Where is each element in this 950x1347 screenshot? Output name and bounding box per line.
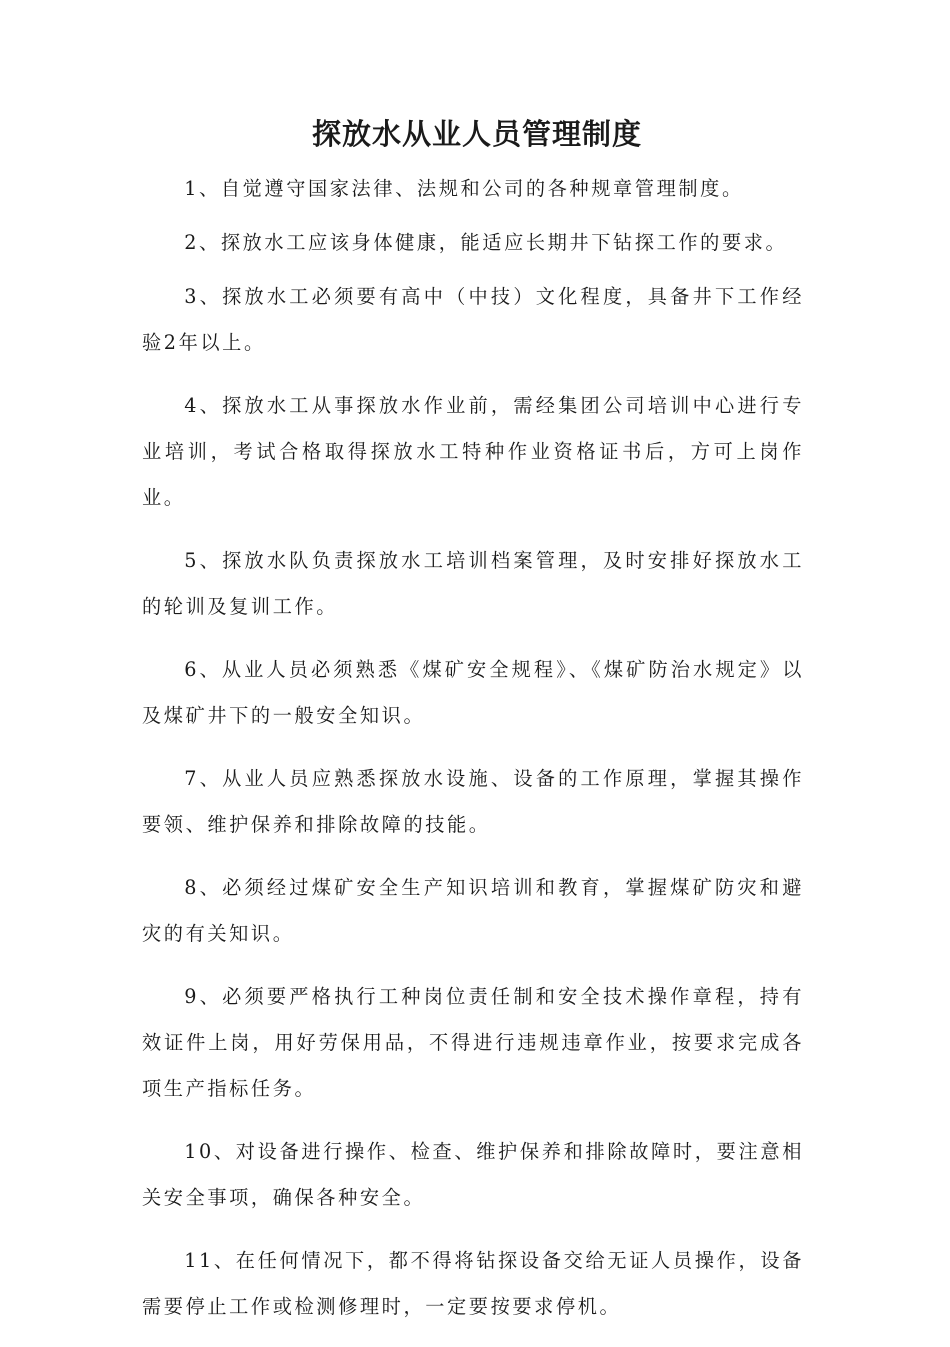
document-page [142, 112, 804, 1347]
clause-6: 6、从业人员必须熟悉《煤矿安全规程》、《煤矿防治水规定》以及煤矿井下的一般安全知识。 [142, 658, 804, 727]
clause-11: 11、在任何情况下，都不得将钻探设备交给无证人员操作，设备需要停止工作或检测修理时，一定要按要求停机。 [142, 1249, 804, 1318]
clause-4: 4、探放水工从事探放水作业前，需经集团公司培训中心进行专业培训，考试合格取得探放水工特种作业资格证书后，方可上岗作业。 [142, 394, 804, 509]
clause-2: 2、探放水工应该身体健康，能适应长期井下钻探工作的要求。 [184, 231, 788, 254]
clause-10: 10、对设备进行操作、检查、维护保养和排除故障时，要注意相关安全事项，确保各种安全。 [142, 1140, 804, 1209]
document-title: 探放水从业人员管理制度 [311, 117, 642, 151]
clause-5: 5、探放水队负责探放水工培训档案管理，及时安排好探放水工的轮训及复训工作。 [142, 549, 804, 618]
clause-7: 7、从业人员应熟悉探放水设施、设备的工作原理，掌握其操作要领、维护保养和排除故障的技能。 [142, 767, 804, 836]
clause-9: 9、必须要严格执行工种岗位责任制和安全技术操作章程，持有效证件上岗，用好劳保用品，不得进行违规违章作业，按要求完成各项生产指标任务。 [142, 985, 804, 1100]
clause-3: 3、探放水工必须要有高中（中技）文化程度，具备井下工作经验2年以上。 [142, 285, 804, 354]
clause-1: 1、自觉遵守国家法律、法规和公司的各种规章管理制度。 [184, 177, 744, 200]
clause-8: 8、必须经过煤矿安全生产知识培训和教育，掌握煤矿防灾和避灾的有关知识。 [142, 876, 804, 945]
